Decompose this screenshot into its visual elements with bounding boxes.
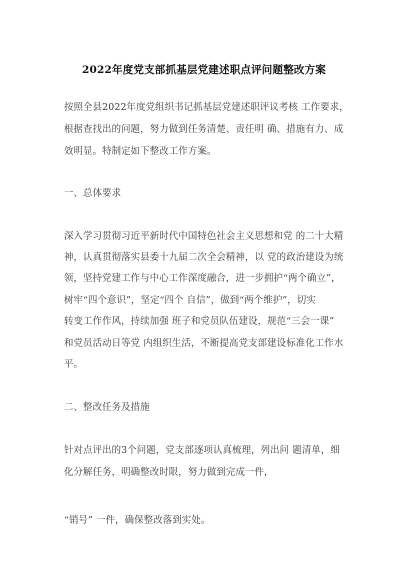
section-1-line-1: 深入学习贯彻习近平新时代中国特色社会主义思想和党 的二十大精 (64, 231, 344, 242)
section-1-line-2: 神，认真贯彻落实县委十九届二次全会精神，以 党的政治建设为统 (64, 252, 344, 263)
section-1-line-4: 树牢“四个意识”，坚定“四个 自信”，做到“两个维护”，切实 (64, 295, 316, 306)
section-2-tail: “销号” 一件，确保整改落到实处。 (64, 515, 211, 526)
section-2-line-2: 化分解任务，明确整改时限，努力做到完成一件， (64, 467, 274, 478)
intro-line-2: 根据查找出的问题，努力做到任务清楚、责任明 确、措施有力、成 (64, 124, 344, 135)
section-1-heading: 一、总体要求 (64, 188, 122, 199)
section-1-line-6: 和党员活动日等党 内组织生活，不断提高党支部建设标准化工作水 (64, 338, 344, 349)
section-1-line-5: 转变工作作风，持续加强 班子和党员队伍建设，规范“三会一课” (64, 316, 335, 327)
document-title: 2022年度党支部抓基层党建述职点评问题整改方案 (81, 64, 327, 76)
section-1-line-7: 平。 (64, 359, 84, 370)
intro-line-3: 效明显。特制定如下整改工作方案。 (64, 146, 217, 157)
section-2-heading: 二、整改任务及措施 (64, 402, 150, 413)
intro-line-1: 按照全县2022年度党组织书记抓基层党建述职评议考核 工作要求， (64, 102, 349, 113)
section-1-line-3: 领，坚持党建工作与中心工作深度融合，进一步拥护“两个确立”， (64, 273, 341, 284)
section-2-line-1: 针对点评出的3个问题，党支部逐项认真梳理，列出问 题清单，细 (64, 445, 340, 456)
